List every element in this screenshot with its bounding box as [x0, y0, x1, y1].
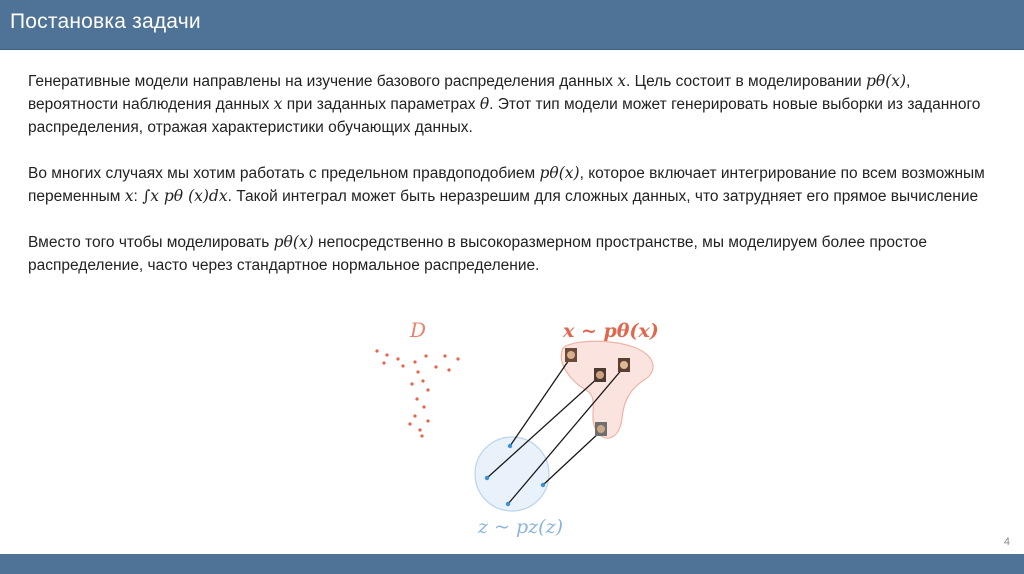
slide-body: [28, 70, 998, 300]
z-point: [485, 476, 489, 480]
title-bar: [0, 0, 1024, 50]
data-point: [385, 353, 388, 356]
data-point: [426, 419, 429, 422]
data-point: [416, 370, 419, 373]
data-point: [408, 422, 411, 425]
mapping-line: [510, 357, 571, 446]
data-point: [443, 354, 446, 357]
p1-text-2: . Цель состоит в моделировании: [626, 73, 866, 90]
face-thumbnail-4-icon: [595, 422, 607, 436]
p2-text-1: Во многих случаях мы хотим работать с предельном правдоподобием: [28, 165, 540, 182]
z-point: [508, 444, 512, 448]
data-point: [420, 434, 423, 437]
data-point: [410, 382, 413, 385]
data-point: [415, 397, 418, 400]
p2-math-x: x: [124, 187, 134, 205]
data-point: [418, 428, 421, 431]
data-point: [434, 365, 437, 368]
face-thumbnail-1-icon: [565, 348, 577, 362]
face-thumbnail-3-icon: [618, 358, 630, 372]
p1-text-1: Генеративные модели направлены на изучение базового распределения данных: [28, 73, 618, 90]
p2-text-2: , которое включает интегрирование по всем возможным переменным: [28, 165, 985, 205]
data-point: [401, 364, 404, 367]
data-point: [447, 368, 450, 371]
z-point: [541, 483, 545, 487]
p1-text-3: , вероятности наблюдения данных: [28, 73, 911, 113]
p2-math-p-theta-x: pθ(x): [539, 164, 580, 182]
p1-text-4: при заданных параметрах: [282, 96, 480, 113]
data-point: [456, 357, 459, 360]
data-point: [382, 361, 385, 364]
label-z-distribution: z ~ pz(z): [478, 516, 564, 538]
label-x-distribution: x ~ pθ(x): [563, 320, 659, 342]
paragraph-3: [28, 231, 998, 277]
p1-math-p-theta-x: pθ(x): [865, 72, 907, 90]
data-point: [421, 379, 424, 382]
bottom-bar: [0, 554, 1024, 574]
mapping-line: [543, 431, 601, 485]
paragraph-1: [28, 70, 998, 139]
p1-math-x-2: x: [273, 95, 283, 113]
p2-math-integral: ∫x pθ (x)dx: [142, 187, 228, 205]
page-number: 4: [1003, 536, 1010, 548]
label-data-d: D: [410, 318, 427, 342]
data-point: [413, 360, 416, 363]
paragraph-2: [28, 162, 998, 208]
slide-title: Постановка задачи: [10, 10, 201, 33]
z-point: [506, 502, 510, 506]
face-thumbnail-2-icon: [594, 368, 606, 382]
data-point: [426, 388, 429, 391]
p3-math-p-theta-x: pθ(x): [273, 233, 314, 251]
p1-math-theta: θ: [479, 95, 490, 113]
p3-text-1: Вместо того чтобы моделировать: [28, 234, 274, 251]
p1-text-5: . Этот тип модели может генерировать новые выборки из заданного распределения, отражая характеристики обучающих данных.: [28, 96, 981, 136]
data-point: [375, 349, 378, 352]
data-point: [396, 357, 399, 360]
p2-text-4: . Такой интеграл может быть неразрешим для сложных данных, что затрудняет его прямое вычисление: [227, 188, 979, 205]
p1-math-x: x: [617, 72, 626, 90]
data-scatter-d: [375, 349, 459, 437]
p2-text-3: :: [133, 188, 143, 205]
latent-mapping-figure: [360, 318, 680, 550]
data-point: [422, 405, 425, 408]
data-point: [413, 414, 416, 417]
data-point: [424, 354, 427, 357]
p3-text-2: непосредственно в высокоразмерном пространстве, мы моделируем более простое распределение, часто через стандартное нормальное распределение.: [28, 234, 927, 274]
